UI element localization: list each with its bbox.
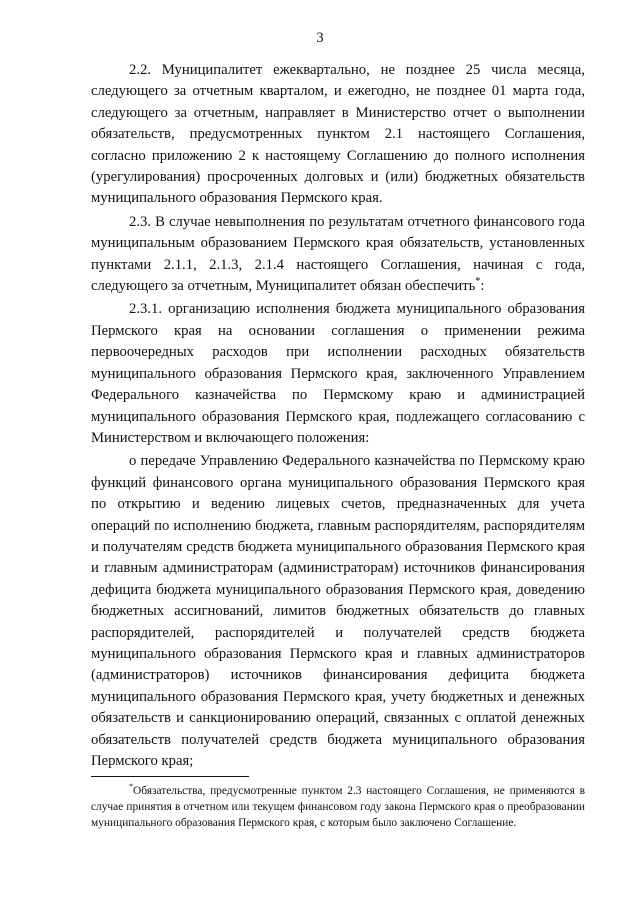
footnote-separator (91, 776, 249, 777)
footnote-reference-mark: * (475, 276, 481, 288)
footnote-text: Обязательства, предусмотренные пунктом 2.3 настоящего Соглашения, не применяются в случае принятия в отчетном или текущем финансовом году закона Пермского края о преобразовании муниципального образования Пермского края, с которым было заключено Соглашение. (91, 785, 585, 830)
document-body (91, 60, 585, 772)
footnote-mark: * (129, 782, 133, 792)
footnote (91, 783, 585, 832)
page-number: 3 (316, 30, 324, 46)
paragraph-2-3 (91, 212, 585, 298)
paragraph-2-3-1: 2.3.1. организацию исполнения бюджета муниципального образования Пермского края на основании соглашения о применении режима первоочередных расходов при исполнении расходных обязательств муниципального образования Пермского края, заключенного Управлением Федерального казначейства по Пермскому краю и администрацией муниципального образования Пермского края, подлежащего согласованию с Министерством и включающего положения: (91, 301, 585, 446)
paragraph-2-3-colon: : (480, 278, 485, 295)
paragraph-2-3-text: 2.3. В случае невыполнения по результатам отчетного финансового года муниципальным образованием Пермского края обязательств, установленных пунктами 2.1.1, 2.1.3, 2.1.4 настоящего Соглашения, начиная с года, следующего за отчетным, Муниципалитет обязан обеспечить (91, 213, 585, 295)
paragraph-2-2: 2.2. Муниципалитет ежеквартально, не позднее 25 числа месяца, следующего за отчетным кварталом, и ежегодно, не позднее 01 марта года, следующего за отчетным, направляет в Министерство отчет о выполнении обязательств, предусмотренных пунктом 2.1 настоящего Соглашения, согласно приложению 2 к настоящему Соглашению до полного исполнения (урегулирования) просроченных долговых и (или) бюджетных обязательств муниципального образования Пермского края. (91, 62, 585, 207)
paragraph-transfer-functions: о передаче Управлению Федерального казначейства по Пермскому краю функций финансового органа муниципального образования Пермского края по открытию и ведению лицевых счетов, предназначенных для учета операций по исполнению бюджета, главным распорядителям, распорядителям и получателям средств бюджета муниципального образования Пермского края и главным администраторам (администраторам) источников финансирования дефицита бюджета муниципального образования Пермского края, доведению бюджетных ассигнований, лимитов бюджетных обязательств до главных распорядителей, распорядителей и получателей средств бюджета муниципального образования Пермского края и главных администраторов (администраторов) источников финансирования дефицита бюджета муниципального образования Пермского края, учету бюджетных и денежных обязательств и санкционированию операций, связанных с оплатой денежных обязательств получателей средств бюджета муниципального образования Пермского края; (91, 453, 585, 769)
